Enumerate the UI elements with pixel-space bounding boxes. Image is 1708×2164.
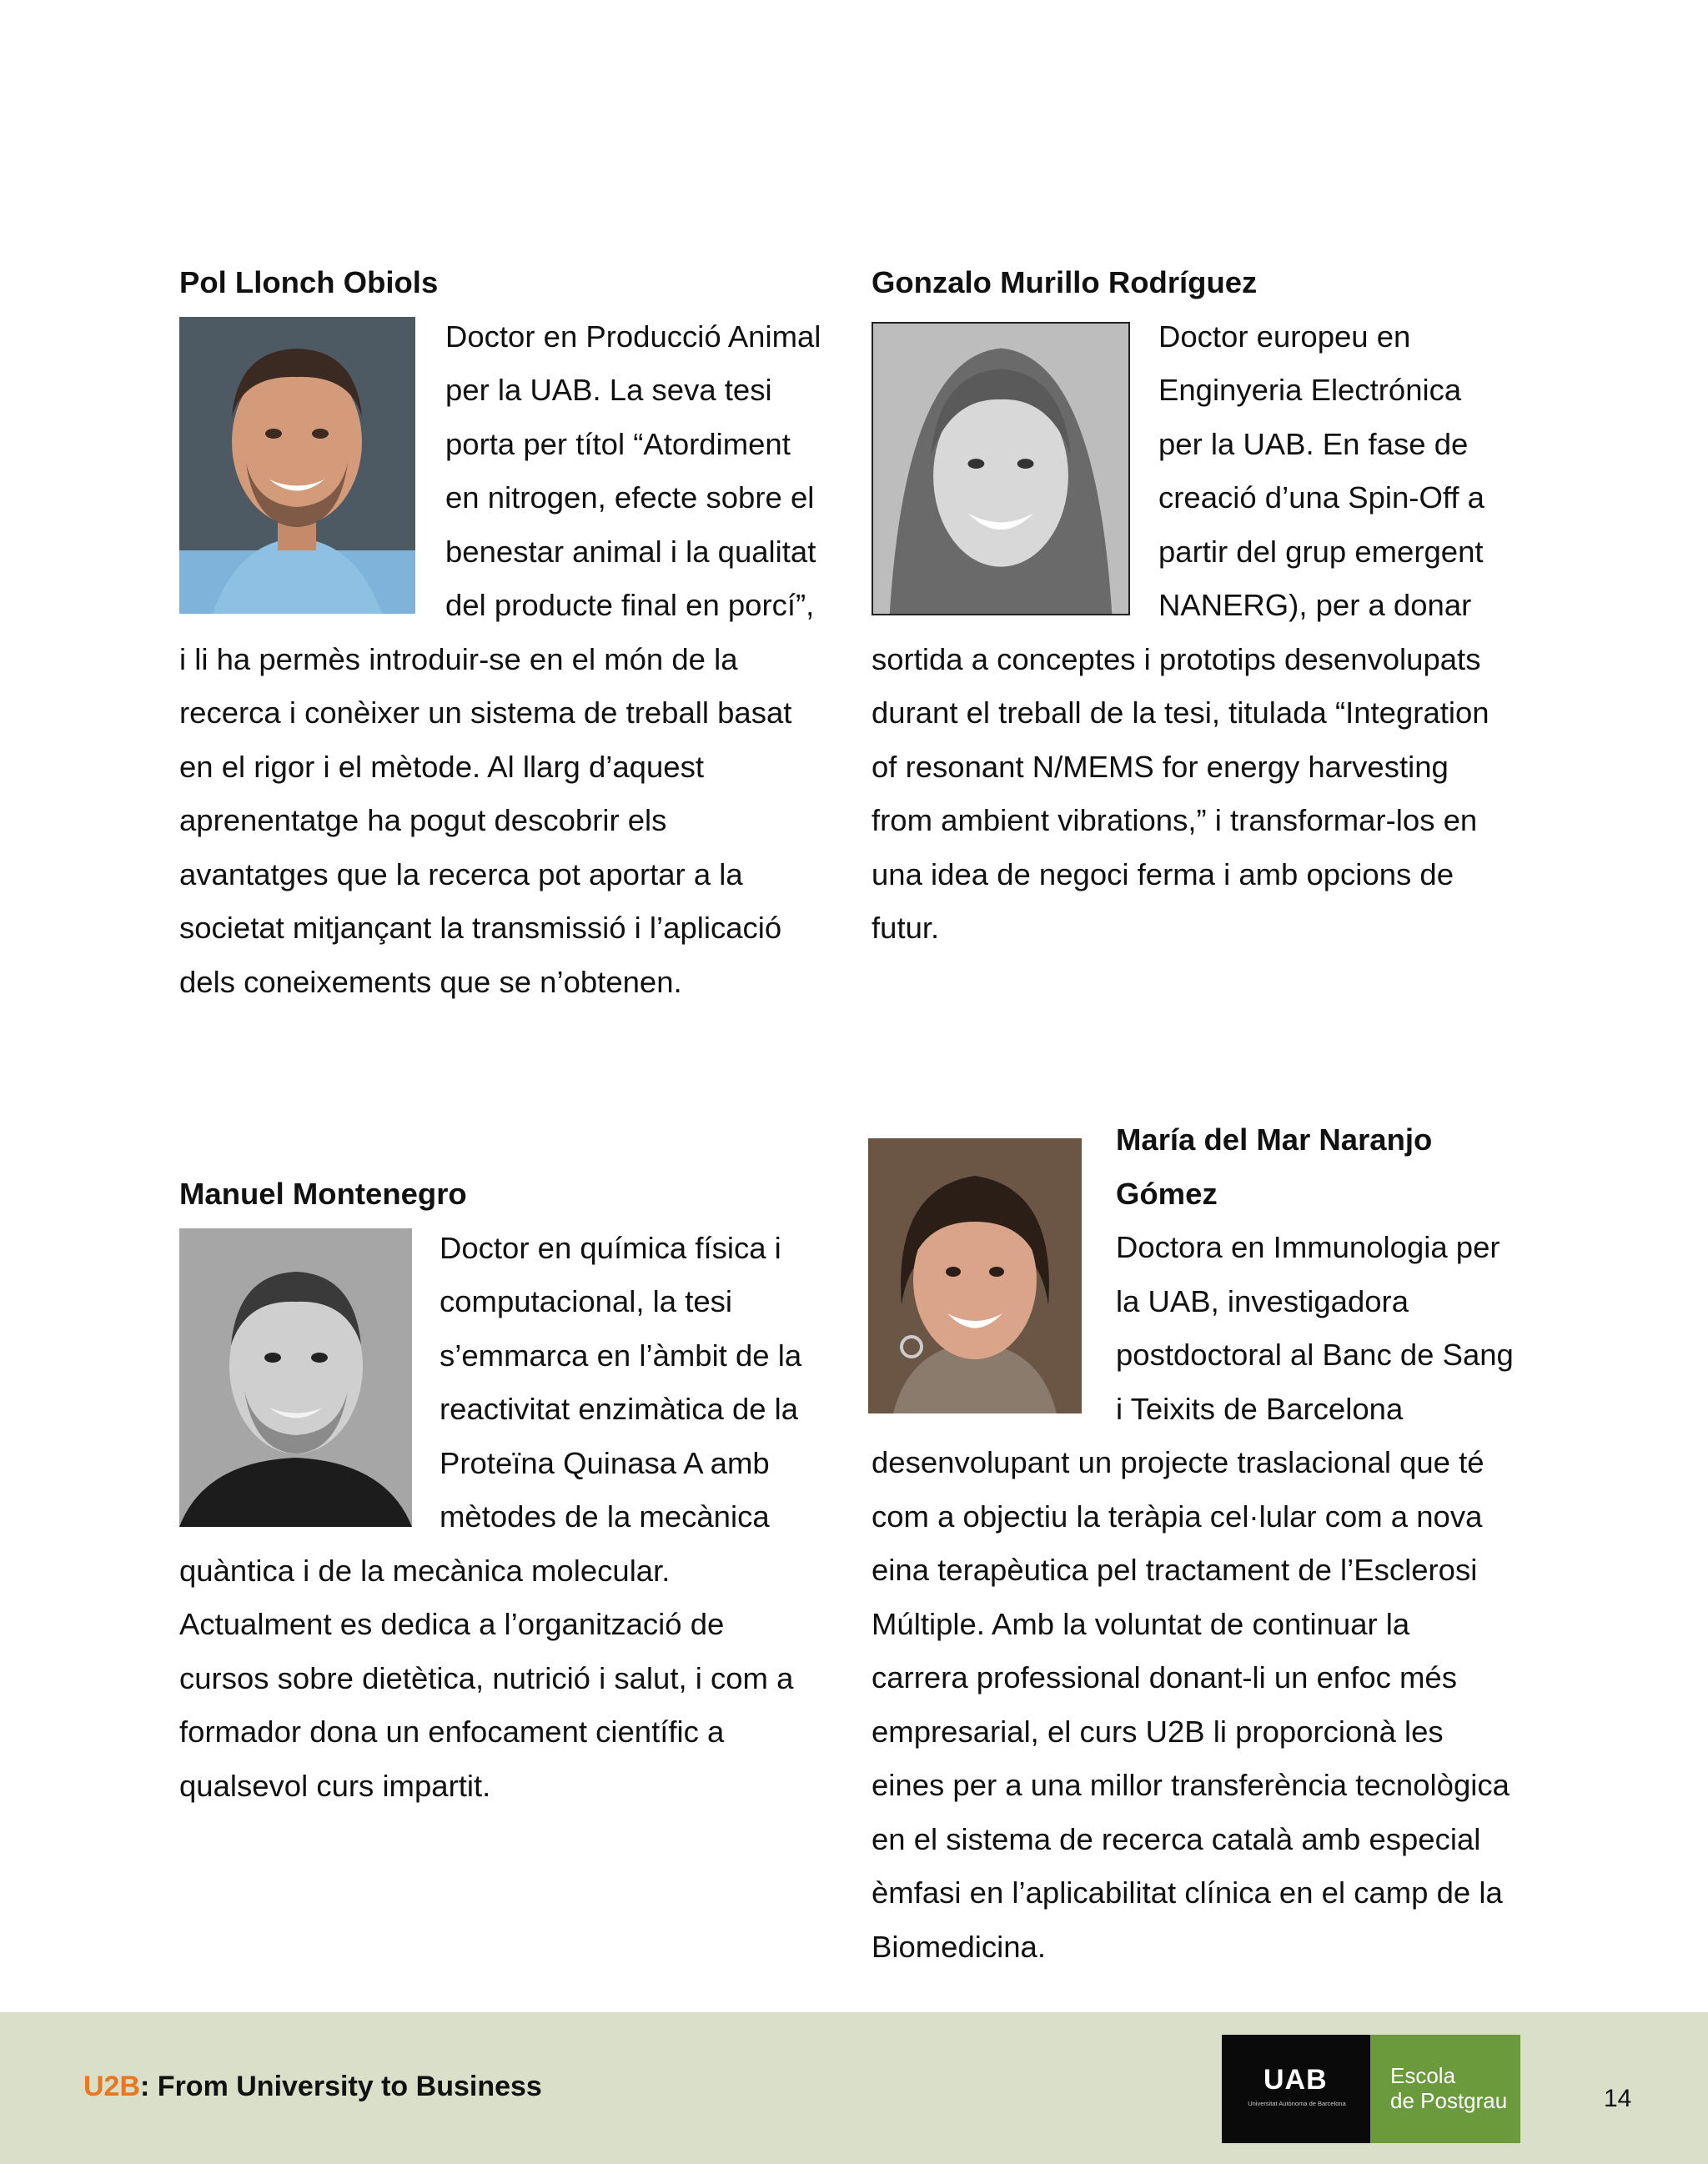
footer-title-text: : From University to Business [140, 2071, 542, 2102]
profile-bio [179, 310, 821, 1010]
escola-line-2: de Postgrau [1390, 2088, 1508, 2113]
portrait-photo-icon [872, 322, 1130, 615]
profile-bio [872, 310, 1514, 956]
page-number: 14 [1604, 2085, 1632, 2112]
profile-gonzalo-murillo [872, 256, 1514, 956]
profile-bio-continued: sortida a conceptes i prototips desenvolupats durant el treball de la tesi, titulada “Integration of resonant N/MEMS for energy harvesting from ambient vibrations,” i transformar-los en una idea de negoci ferma i amb opcions de futur. [872, 641, 1489, 945]
profile-bio [179, 1222, 821, 1814]
escola-postgrau-logo [1370, 2035, 1520, 2143]
profile-bio-intro: Doctor en química física i computacional, la tesi s’emmarca en l’àmbit de la reactivitat enzimàtica de la Proteïna Quinasa A amb mètodes de la mecànica [440, 1230, 802, 1534]
profile-bio-wrap-block [1116, 1113, 1514, 1436]
profile-maria-naranjo [872, 1113, 1514, 1974]
profile-bio-intro: Doctor en Producció Animal per la UAB. La seva tesi porta per títol “Atordiment en nitrogen, efecte sobre el benestar animal i la qualitat del [445, 319, 821, 622]
profile-name: Pol Llonch Obiols [179, 265, 439, 299]
profile-name: María del Mar Naranjo Gómez [1116, 1122, 1433, 1211]
escola-line-1: Escola [1390, 2063, 1456, 2088]
uab-logo-subtitle: Universitat Autònoma de Barcelona [1248, 2100, 1346, 2107]
profile-pol-llonch [179, 256, 821, 1009]
escola-postgrau-logo-text [1390, 2063, 1507, 2113]
portrait-photo-icon [868, 1138, 1082, 1413]
profile-bio-continued: quàntica i de la mecànica molecular. Actualment es dedica a l’organització de cursos sobre dietètica, nutrició i salut, i com a formador dona un enfocament científic a qualsevol curs impartit. [179, 1553, 794, 1803]
profile-manuel-montenegro [179, 1167, 821, 1813]
profile-bio-continued: producte final en porcí”, i li ha permès introduir-se en el món de la recerca i conèixer un sistema de treball basat en el rigor i el mètode. Al llarg d’aquest aprenentatge ha pogut descobrir els avantatges que la recerca pot aportar a la societat mitjançant la transmissió i l’aplicació dels coneixements que se n’obtenen. [179, 588, 815, 999]
footer-title-accent: U2B [83, 2071, 141, 2102]
uab-logo [1222, 2035, 1370, 2143]
footer-title [83, 2070, 542, 2103]
profile-bio-continued: desenvolupant un projecte traslacional que té com a objectiu la teràpia cel·lular com a nova eina terapèutica pel tractament de l’Esclerosi Múltiple. Amb la voluntat de continuar la carrera professional donant-li un enfoc més empresarial, el curs U2B li proporcionà les eines per a una millor transferència tecnològica en el sistema de recerca català amb especial èmfasi en l’aplicabilitat clínica en el camp de la Biomedicina. [872, 1445, 1510, 1964]
profile-bio-intro: Doctor europeu en Enginyeria Electrónica per la UAB. En fase de creació d’una Spin-Off a partir del grup emergent NANERG), per a donar [1158, 319, 1484, 622]
profile-name: Manuel Montenegro [179, 1177, 467, 1211]
portrait-photo-icon [179, 1228, 412, 1527]
uab-logo-text: UAB [1263, 2064, 1328, 2096]
portrait-photo-icon [179, 317, 415, 614]
profile-bio-intro: Doctora en Immunologia per la UAB, investigadora postdoctoral al Banc de Sang i Teixits de Barcelona [1116, 1230, 1514, 1426]
profile-name: Gonzalo Murillo Rodríguez [872, 265, 1258, 299]
